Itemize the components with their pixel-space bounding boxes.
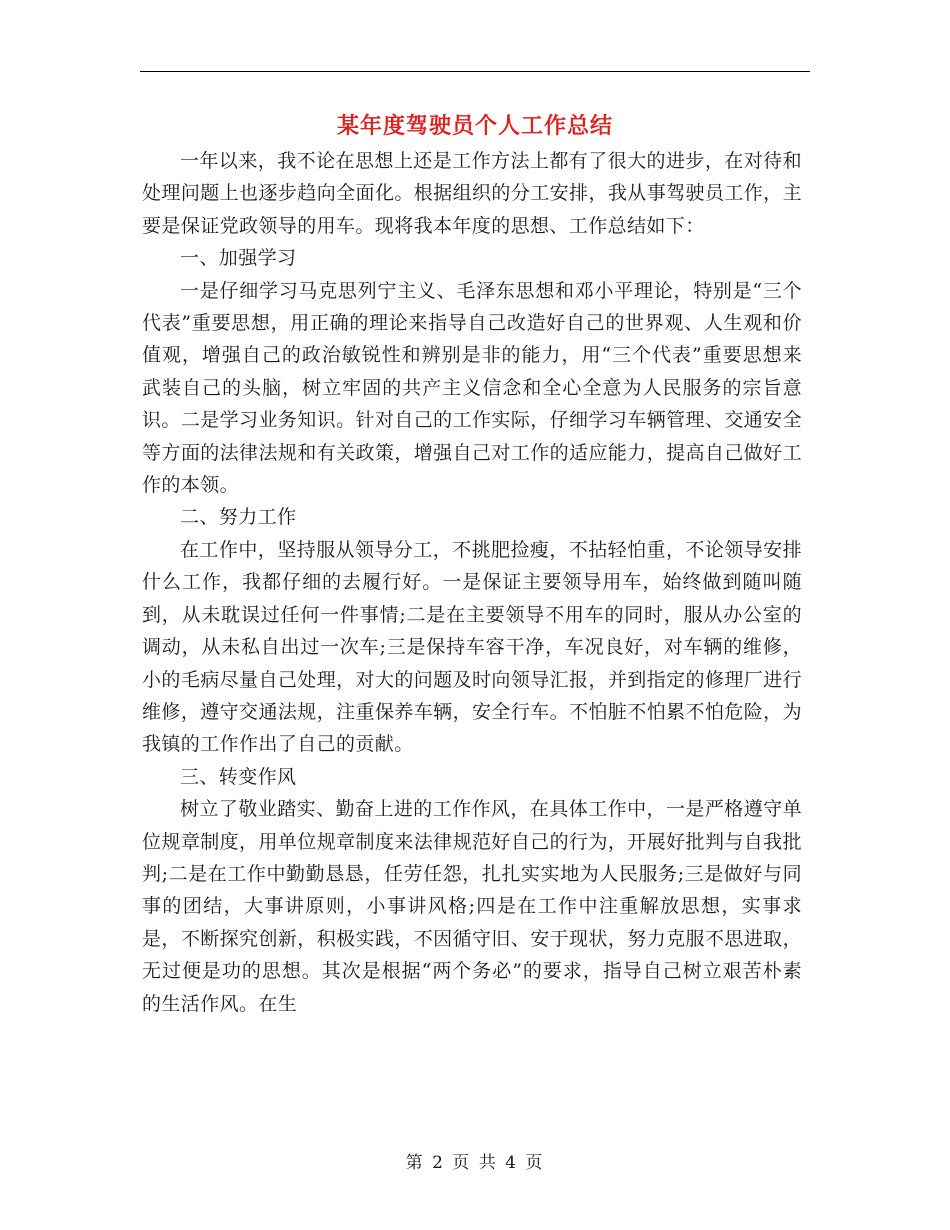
paragraph-section-2: 在工作中，坚持服从领导分工，不挑肥捡瘦，不拈轻怕重，不论领导安排什么工作，我都仔细的去履行好。一是保证主要领导用车，始终做到随叫随到，从未耽误过任何一件事情;二是在主要领导不用车的同时，服从办公室的调动，从未私自出过一次车;三是保持车容干净，车况良好，对车辆的维修，小的毛病尽量自己处理，对大的问题及时向领导汇报，并到指定的修理厂进行维修，遵守交通法规，注重保养车辆，安全行车。不怕脏不怕累不怕危险，为我镇的工作作出了自己的贡献。 <box>142 538 802 756</box>
paragraph-section-1: 一是仔细学习马克思列宁主义、毛泽东思想和邓小平理论，特别是“三个代表”重要思想，用正确的理论来指导自己改造好自己的世界观、人生观和价值观，增强自己的政治敏锐性和辨别是非的能力，用“三个代表”重要思想来武装自己的头脑，树立牢固的共产主义信念和全心全意为人民服务的宗旨意识。二是学习业务知识。针对自己的工作实际，仔细学习车辆管理、交通安全等方面的法律法规和有关政策，增强自己对工作的适应能力，提高自己做好工作的本领。 <box>142 279 802 497</box>
header-rule <box>140 71 810 72</box>
document-body <box>142 145 802 1020</box>
section-heading-3: 三、转变作风 <box>180 765 297 788</box>
paragraph-section-3: 树立了敬业踏实、勤奋上进的工作作风，在具体工作中，一是严格遵守单位规章制度，用单位规章制度来法律规范好自己的行为，开展好批判与自我批判;二是在工作中勤勤恳恳，任劳任怨，扎扎实实地为人民服务;三是做好与同事的团结，大事讲原则，小事讲风格;四是在工作中注重解放思想，实事求是，不断探究创新，积极实践，不因循守旧、安于现状，努力克服不思进取，无过便是功的思想。其次是根据“两个务必”的要求，指导自己树立艰苦朴素的生活作风。在生 <box>142 798 802 1015</box>
section-heading-2: 二、努力工作 <box>180 506 297 529</box>
page-footer: 第 2 页 共 4 页 <box>405 1153 545 1173</box>
paragraph-intro: 一年以来，我不论在思想上还是工作方法上都有了很大的进步，在对待和处理问题上也逐步趋向全面化。根据组织的分工安排，我从事驾驶员工作，主要是保证党政领导的用车。现将我本年度的思想、工作总结如下： <box>142 150 802 237</box>
document-title: 某年度驾驶员个人工作总结 <box>336 113 613 139</box>
section-heading-1: 一、加强学习 <box>180 247 297 270</box>
